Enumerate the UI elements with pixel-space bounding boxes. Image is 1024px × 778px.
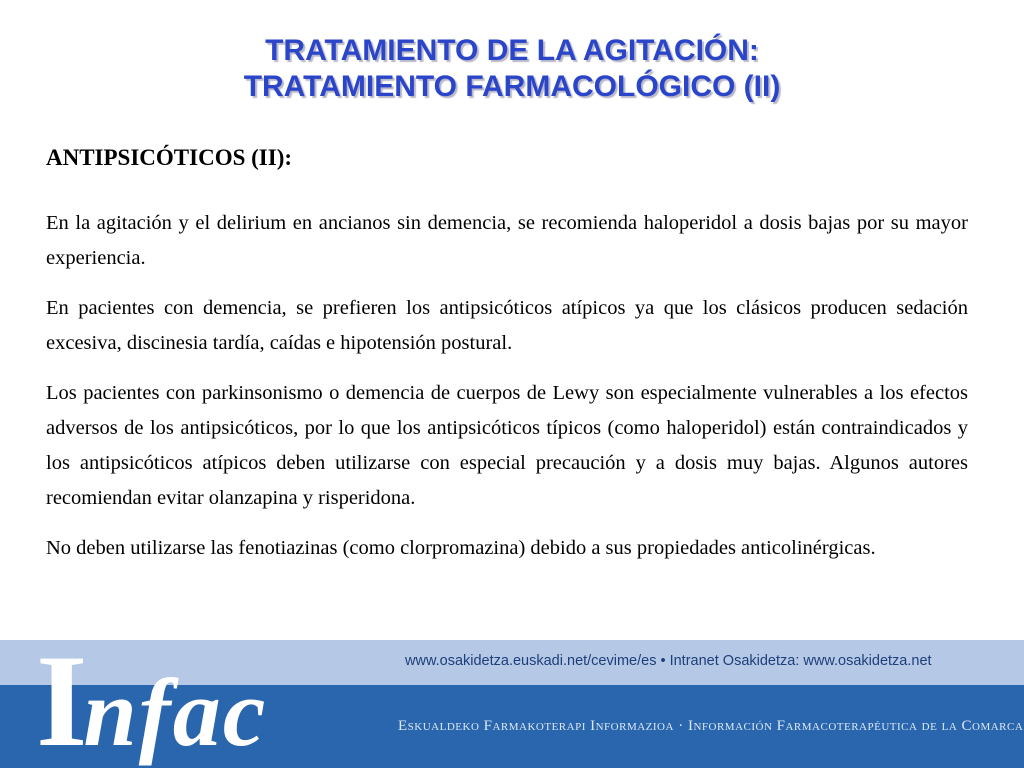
slide-body — [46, 206, 968, 581]
footer-banner — [0, 627, 1024, 774]
infac-logo — [36, 627, 268, 774]
logo-text: nfac — [83, 659, 268, 766]
paragraph: No deben utilizarse las fenotiazinas (como clorpromazina) debido a sus propiedades anticolinérgicas. — [46, 537, 876, 559]
footer-tagline: Eskualdeko Farmakoterapi Informazioa · Información Farmacoterapéutica de la Comarca — [398, 718, 1024, 734]
slide-title-line2: TRATAMIENTO FARMACOLÓGICO (II) — [243, 70, 781, 103]
paragraph: Los pacientes con parkinsonismo o demencia de cuerpos de Lewy son especialmente vulnerables a los efectos adversos de los antipsicóticos, por lo que los antipsicóticos típicos (como haloperidol) están contraindicados y los antipsicóticos atípicos deben utilizarse con especial precaución y a dosis muy bajas. Algunos autores recomiendan evitar olanzapina y risperidona. — [46, 382, 968, 509]
slide-title — [0, 33, 1024, 105]
section-heading: ANTIPSICÓTICOS (II): — [46, 145, 293, 170]
paragraph: En pacientes con demencia, se prefieren los antipsicóticos atípicos ya que los clásicos producen sedación excesiva, discinesia tardía, caídas e hipotensión postural. — [46, 297, 968, 354]
slide-title-line1: TRATAMIENTO DE LA AGITACIÓN: — [265, 34, 759, 67]
logo-initial: I — [36, 627, 84, 774]
paragraph: En la agitación y el delirium en ancianos sin demencia, se recomienda haloperidol a dosis bajas por su mayor experiencia. — [46, 212, 968, 269]
footer-links: www.osakidetza.euskadi.net/cevime/es • Intranet Osakidetza: www.osakidetza.net — [405, 653, 932, 669]
